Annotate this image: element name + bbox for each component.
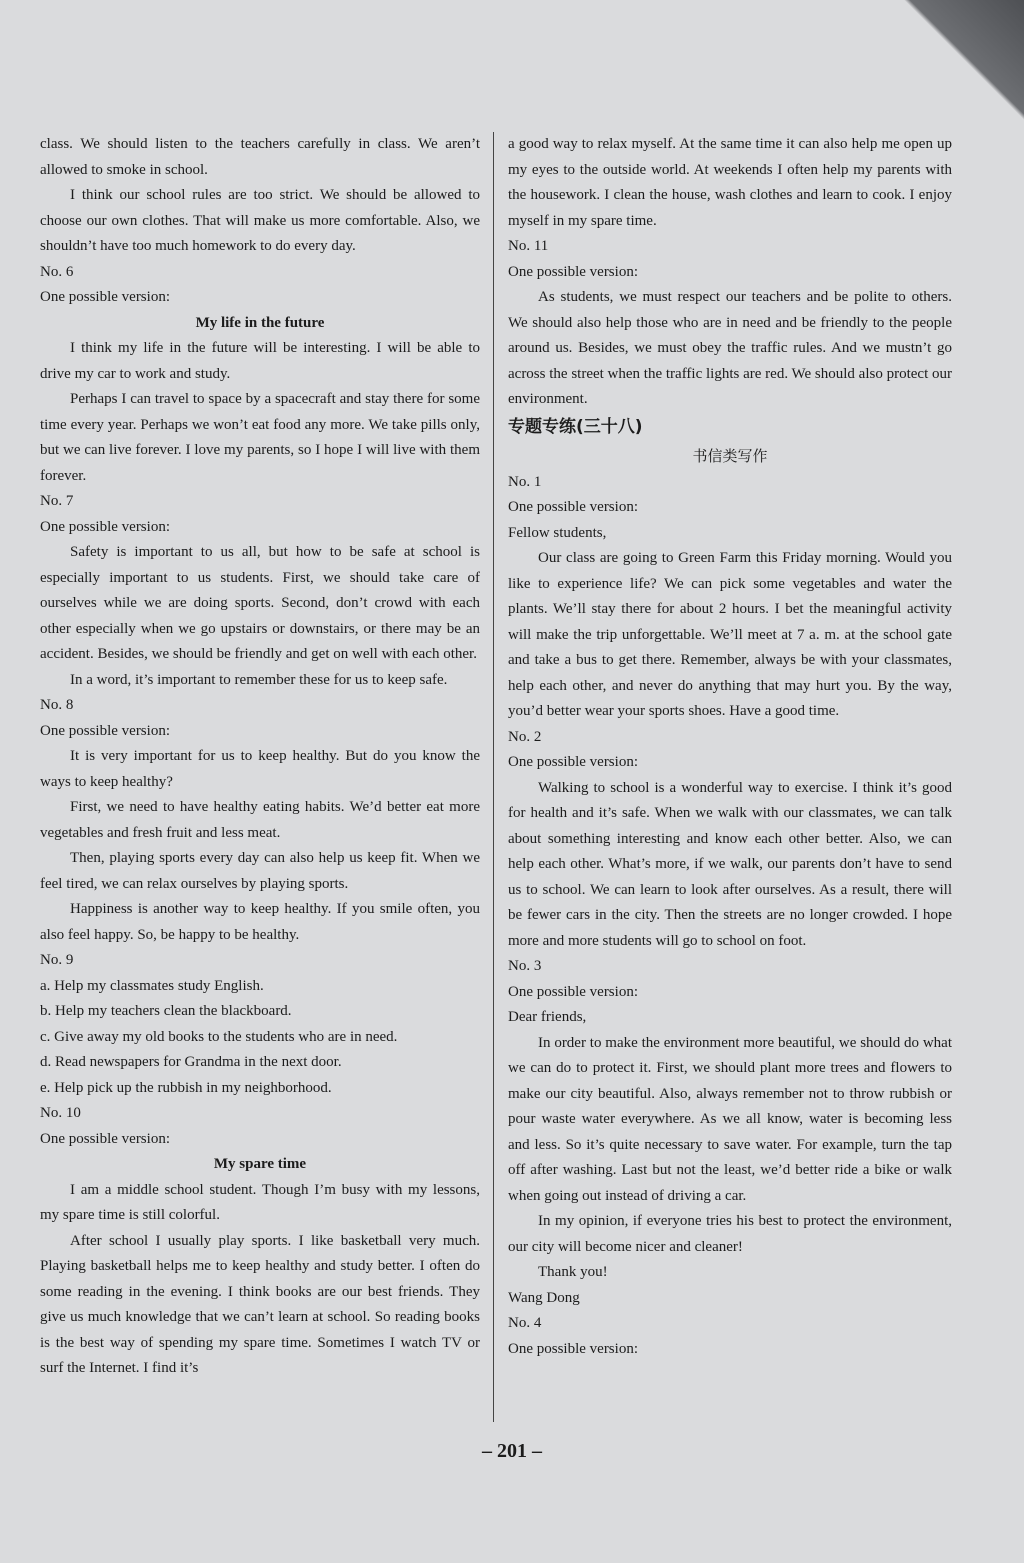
paragraph: Happiness is another way to keep healthy. If you smile often, you also feel happy. So, be happy to be healthy.	[40, 901, 480, 943]
label-line: e. Help pick up the rubbish in my neighborhood.	[40, 1079, 332, 1096]
label-line: Fellow students,	[508, 524, 607, 541]
paragraph: It is very important for us to keep healthy. But do you know the ways to keep healthy?	[40, 748, 480, 790]
paragraph: After school I usually play sports. I like basketball very much. Playing basketball helps me to keep healthy and study better. I often do some reading in the evening. I think books are our best friends. They give us much knowledge that we can’t learn at school. So reading books is the best way of spending my spare time. Sometimes I watch TV or surf the Internet. I find it’s	[40, 1232, 480, 1376]
paragraph: I think my life in the future will be interesting. I will be able to drive my car to work and study.	[40, 340, 480, 382]
page-number: – 201 –	[482, 1440, 542, 1462]
page-corner-fold	[874, 0, 1024, 150]
section-heading: 专题专练(三十八)	[508, 416, 643, 437]
label-line: One possible version:	[40, 722, 170, 739]
paragraph: Our class are going to Green Farm this Friday morning. Would you like to experience life? We can pick some vegetables and water the plants. We’ll stay there for about 2 hours. I bet the meaningful activity will make the trip unforgettable. We’ll meet at 7 a. m. at the school gate and take a bus to get there. Remember, always be with your classmates, help each other, and never do anything that may hurt you. By the way, you’d better wear your sports shoes. Have a good time.	[508, 550, 952, 719]
label-line: No. 4	[508, 1315, 542, 1331]
label-line: One possible version:	[40, 1130, 170, 1147]
paragraph: In order to make the environment more beautiful, we should do what we can do to protect it. First, we should plant more trees and flowers to make our city beautiful. Also, always remember not to throw rubbish or pour waste water everywhere. As we all know, water is becoming less and less. So it’s quite necessary to save water. For example, turn the tap off after washing. Last but not the least, we’d better ride a bike or walk when going out instead of driving a car.	[508, 1034, 952, 1204]
paragraph: I think our school rules are too strict. We should be allowed to choose our own clothes. That will make us more comfortable. Also, we shouldn’t have too much homework to do every day.	[40, 187, 480, 254]
paragraph: As students, we must respect our teachers and be polite to others. We should also help those who are in need and be friendly to the people around us. Besides, we must obey the traffic rules. And we mustn’t go across the street when the traffic lights are red. We should also protect our environment.	[508, 289, 952, 407]
paragraph: First, we need to have healthy eating habits. We’d better eat more vegetables and fresh fruit and less meat.	[40, 799, 480, 841]
paragraph: Perhaps I can travel to space by a spacecraft and stay there for some time every year. Perhaps we won’t eat food any more. We take pills only, but we can live forever. I love my parents, so I hope I will live with them forever.	[40, 391, 480, 484]
label-line: One possible version:	[508, 983, 638, 1000]
label-line: d. Read newspapers for Grandma in the next door.	[40, 1054, 342, 1070]
label-line: No. 6	[40, 263, 74, 280]
label-line: No. 10	[40, 1105, 81, 1121]
essay-title: My life in the future	[195, 314, 325, 331]
label-line: No. 11	[508, 238, 549, 254]
paragraph: Then, playing sports every day can also help us keep fit. When we feel tired, we can relax ourselves by playing sports.	[40, 850, 480, 892]
paragraph: In a word, it’s important to remember these for us to keep safe.	[70, 671, 448, 688]
label-line: a. Help my classmates study English.	[40, 977, 264, 994]
label-line: No. 7	[40, 493, 74, 509]
label-line: One possible version:	[508, 754, 638, 770]
left-column	[40, 132, 480, 1382]
label-line: One possible version:	[508, 1340, 638, 1357]
paragraph: Safety is important to us all, but how to be safe at school is especially important to us students. First, we should take care of ourselves while we are doing sports. Second, don’t crowd with each other especially when we go upstairs or downstairs, or there may be an accident. Besides, we should be friendly and get on well with each other.	[40, 544, 480, 662]
label-line: One possible version:	[40, 289, 170, 305]
paragraph: I am a middle school student. Though I’m busy with my lessons, my spare time is still colorful.	[40, 1181, 480, 1223]
label-line: One possible version:	[508, 499, 638, 515]
label-line: No. 8	[40, 697, 74, 713]
label-line: No. 3	[508, 958, 542, 974]
label-line: No. 1	[508, 473, 542, 490]
column-divider	[493, 132, 494, 1422]
section-subtitle: 书信类写作	[692, 447, 768, 465]
label-line: No. 9	[40, 952, 74, 968]
label-line: c. Give away my old books to the students who are in need.	[40, 1028, 398, 1045]
paragraph: Walking to school is a wonderful way to exercise. I think it’s good for health and it’s safe. When we walk with our classmates, we can talk about something interesting and know each other better. Also, we can help each other. What’s more, if we walk, our parents don’t have to send us to school. We can learn to look after ourselves. As a result, there will be fewer cars in the city. Then the streets are no longer crowded. I hope more and more students will go to school on foot.	[508, 779, 952, 949]
essay-title: My spare time	[213, 1156, 307, 1172]
label-line: No. 2	[508, 728, 542, 745]
paragraph: a good way to relax myself. At the same time it can also help me open up my eyes to the outside world. At weekends I often help my parents with the housework. I clean the house, wash clothes and learn to cook. I enjoy myself in my spare time.	[508, 136, 952, 229]
label-line: One possible version:	[508, 263, 638, 280]
paragraph: Thank you!	[538, 1264, 608, 1280]
paragraph: In my opinion, if everyone tries his best to protect the environment, our city will become nicer and cleaner!	[508, 1213, 952, 1255]
label-line: Wang Dong	[508, 1289, 580, 1306]
right-column	[508, 132, 952, 1362]
paragraph: class. We should listen to the teachers carefully in class. We aren’t allowed to smoke in school.	[40, 136, 480, 178]
label-line: b. Help my teachers clean the blackboard.	[40, 1003, 292, 1019]
label-line: Dear friends,	[508, 1009, 587, 1025]
label-line: One possible version:	[40, 518, 170, 535]
